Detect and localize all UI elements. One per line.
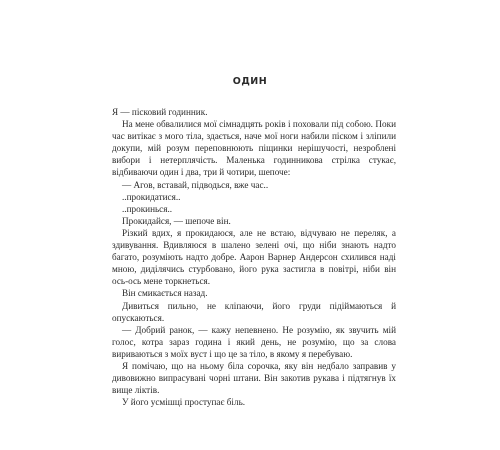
paragraph: Прокидайся, — шепоче він. [122, 215, 231, 226]
body-text [112, 106, 396, 408]
chapter-title: ОДИН [232, 76, 268, 87]
paragraph: — Агов, вставай, підводься, вже час.. [122, 179, 269, 190]
paragraph: ..прокинься.. [122, 203, 173, 214]
paragraph: — Добрий ранок, — кажу непевнено. Не розумію, як звучить мій голос, котра зараз година і який день, не розумію, що за слова вириваються з моїх вуст і що це за тіло, в якому я перебуваю. [112, 324, 396, 359]
paragraph: На мене обвалилися мої сімнадцять років і поховали під собою. Поки час витікає з мого тіла, здається, наче мої ноги набили піском і зліпили докупи, мій розум переповнюють піщинки нерішучості, незроблені вибори і нетерплячість. Маленька годинникова стрілка стукає, відбиваючи один і два, три й чотири, шепоче: [112, 119, 396, 178]
paragraph: Я — пісковий годинник. [112, 107, 208, 117]
paragraph: Дивиться пильно, не кліпаючи, його груди підіймаються й опускаються. [112, 300, 396, 323]
paragraph: Різкий вдих, я прокидаюся, але не встаю, відчуваю не переляк, а здивування. Вдивляюся в шалено зелені очі, що ніби знають надто багато, розуміють надто добре. Аарон Варнер Андерсон схилився наді мною, диділячись стурбовано, його рука застигла в повітрі, ніби він ось-ось мене торкнеться. [112, 227, 396, 287]
paragraph: Я помічаю, що на ньому біла сорочка, яку він недбало заправив у дивовижно випрасувані чорні штани. Він закотив рукава і підтягнув їх вище ліктів. [112, 360, 396, 396]
paragraph: Він смикається назад. [122, 288, 208, 299]
paragraph: ..прокидатися.. [122, 191, 181, 202]
paragraph: У його усмішці проступає біль. [122, 397, 246, 408]
